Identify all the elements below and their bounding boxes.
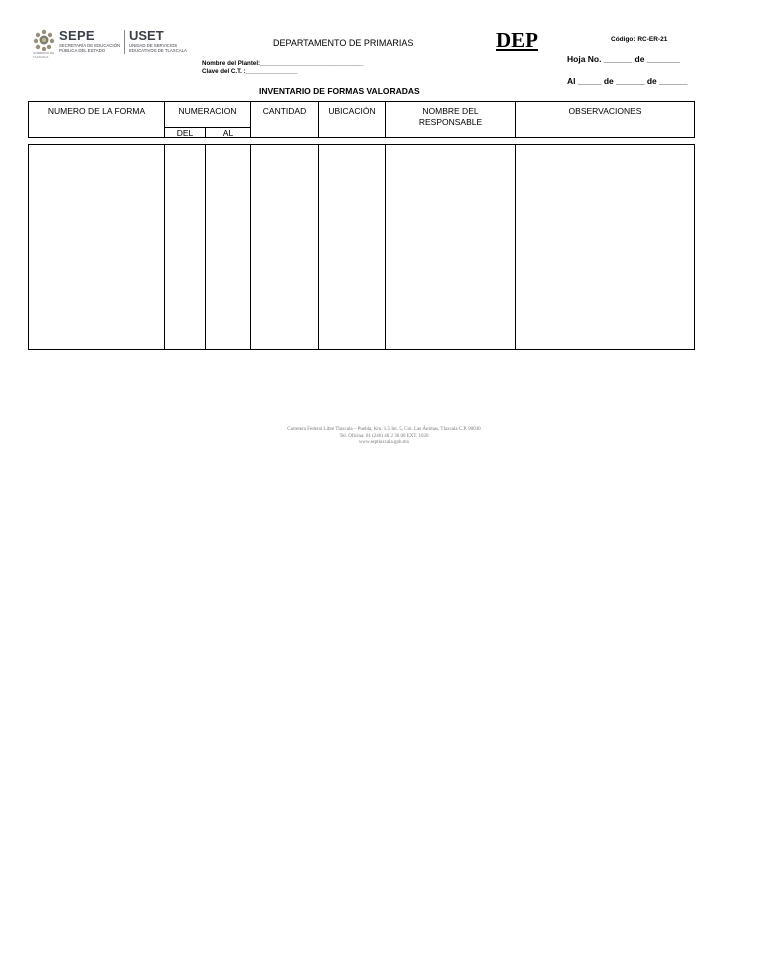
date-field[interactable]: Al _____ de ______ de ______ [567,76,688,86]
footer-phone: Tel. Oficina: 01 (246) 46 2 36 00 EXT. 1020 [339,433,429,439]
col-divider [515,145,516,349]
form-code: Código: RC-ER-21 [611,36,668,43]
col-divider [318,145,319,349]
table-body[interactable] [28,144,695,350]
col-divider [385,145,386,349]
form-title: INVENTARIO DE FORMAS VALORADAS [259,86,420,96]
sepe-subtitle-line-2: PÚBLICA DEL ESTADO [59,48,106,53]
uset-subtitle [129,43,193,53]
emblem-caption: GOBIERNO DE TLAXCALA [33,51,55,59]
col-divider [250,145,251,349]
col-header-observaciones: OBSERVACIONES [568,106,642,116]
department-title: DEPARTAMENTO DE PRIMARIAS [273,38,414,48]
logo-divider [124,30,125,54]
uset-subtitle-line-2: EDUCATIVOS DE TLAXCALA [129,48,187,53]
uset-subtitle-line-1: UNIDAD DE SERVICIOS [129,43,178,48]
school-name-field[interactable]: Nombre del Plantel:______________________________ [202,60,364,67]
sepe-subtitle-line-1: SECRETARÍA DE EDUCACIÓN [59,43,121,48]
sheet-number-field[interactable]: Hoja No. ______ de _______ [567,54,680,64]
col-header-al: AL [222,128,234,138]
uset-wordmark: USET [129,28,164,43]
dep-mark: DEP [496,28,538,52]
sepe-wordmark: SEPE [59,28,95,43]
uset-logo [129,28,193,56]
col-header-numero: NUMERO DE LA FORMA [47,106,146,116]
footer [200,427,568,447]
col-divider [164,145,165,349]
col-header-numeracion: NUMERACION [178,106,237,116]
col-header-ubicacion: UBICACIÓN [328,106,376,116]
col-header-responsable [386,102,515,137]
sepe-subtitle [59,43,125,53]
col-header-cantidad: CANTIDAD [262,106,307,116]
table-header [28,101,695,138]
footer-website: www.septlaxcala.gob.mx [358,440,410,445]
ct-key-field[interactable]: Clave del C.T. :_______________ [202,68,298,75]
responsable-line-1: NOMBRE DEL [422,106,479,116]
footer-address: Carretera Federal Libre Tlaxcala – Puebla, Km. 1.5 Int. 5, Col. Las Ánimas, Tlaxcala C.P. 90030 [287,427,481,432]
responsable-line-2: RESPONSABLE [418,117,483,127]
col-header-del: DEL [176,128,194,138]
col-divider [205,145,206,349]
sepe-logo [33,28,125,59]
sepe-emblem-icon [33,29,55,51]
